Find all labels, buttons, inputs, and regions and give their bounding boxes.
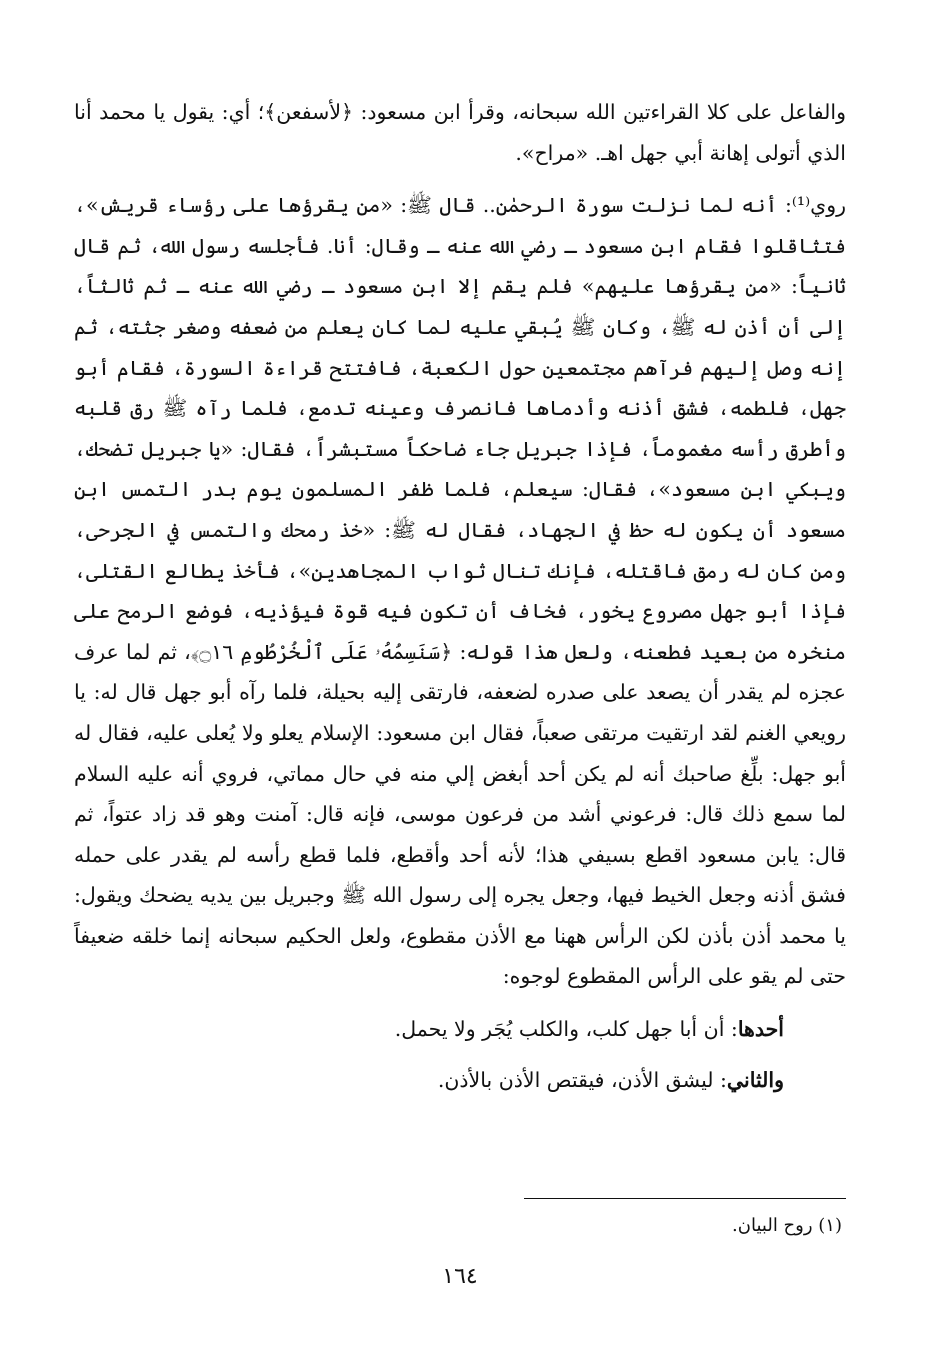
reason-label: أحدها <box>737 1017 784 1042</box>
paragraph-gap <box>74 173 846 185</box>
paragraph-intro: والفاعل على كلا القراءتين الله سبحانه، وقرأ ابن مسعود: ﴿لأسفعن﴾؛ أي: يقول يا محمد أنا الذي أتولى إهانة أبي جهل اهـ. «مراح». <box>74 100 846 165</box>
footnote: (١) روح البيان. <box>732 1215 842 1236</box>
reason-point-first <box>74 1009 846 1050</box>
paragraph-gap <box>74 997 846 1009</box>
reason-text: : ليشق الأذن، فيقتص الأذن بالأذن. <box>437 1067 727 1092</box>
footnote-divider <box>524 1198 846 1199</box>
book-page <box>74 92 846 1292</box>
reason-label: والثاني <box>726 1067 784 1092</box>
reason-point-second <box>74 1060 846 1101</box>
reason-text: : أن أبا جهل كلب، والكلب يُجَر ولا يحمل. <box>394 1017 738 1042</box>
page-number: ١٦٤ <box>442 1264 478 1289</box>
paragraph-narration: روي⁽¹⁾: أنه لما نزلت سورة الرحمٰن.. قال ﷺ: «من يقرؤها على رؤساء قريش»، فتثاقلوا فقام ابن مسعود ـ رضي الله عنه ـ وقال: أنا. فأجلسه رسول الله، ثم قال ثانياً: «من يقرؤها عليهم» فلم يقم إلا ابن مسعود ـ رضي الله عنه ـ ثم ثالثاً، إلى أن أذن له ﷺ، وكان ﷺ يُبقي عليه لما كان يعلم من ضعفه وصغر جثته، ثم إنه وصل إليهم فرآهم مجتمعين حول الكعبة، فافتتح قراءة السورة، فقام أبو جهل، فلطمه، فشق أذنه وأدماها فانصرف وعينه تدمع، فلما رآه ﷺ رق قلبه وأطرق رأسه مغموماً، فإذا جبريل جاء ضاحكاً مستبشراً، فقال: «يا جبريل تضحك، ويبكي ابن مسعود»، فقال: سيعلم، فلما ظفر المسلمون يوم بدر التمس ابن مسعود أن يكون له حظ في الجهاد، فقال له ﷺ: «خذ رمحك والتمس في الجرحى، ومن كان له رمق فاقتله، فإنك تنال ثواب المجاهدين»، فأخذ يطالع القتلى، فإذا أبو جهل مصروع يخور، فخاف أن تكون فيه قوة فيؤذيه، فوضع الرمح على منخره من بعيد فطعنه، ولعل هذا قوله: ﴿سَنَسِمُهُۥ عَلَى ٱلْخُرْطُومِ ۝١٦﴾، ثم لما عرف عجزه لم يقدر أن يصعد على صدره لضعفه، فارتقى إليه بحيلة، فلما رآه أبو جهل قال له: يا رويعي الغنم لقد ارتقيت مرتقى صعباً، فقال ابن مسعود: الإسلام يعلو ولا يُعلى عليه، فقال له أبو جهل: بلِّغ صاحبك أنه لم يكن أحد أبغض إلي منه في حال مماتي، فروي أنه عليه السلام لما سمع ذلك قال: فرعوني أشد من فرعون موسى، فإنه قال: آمنت وهو قد زاد عتواً، ثم قال: يابن مسعود اقطع بسيفي هذا؛ لأنه أحد وأقطع، فلما قطع رأسه لم يقدر على حمله فشق أذنه وجعل الخيط فيها، وجعل يجره إلى رسول الله ﷺ وجبريل بين يديه يضحك ويقول: يا محمد أذن بأذن لكن الرأس ههنا مع الأذن مقطوع، ولعل الحكيم سبحانه إنما خلقه ضعيفاً حتى لم يقو على الرأس المقطوع لوجوه: <box>74 193 846 989</box>
